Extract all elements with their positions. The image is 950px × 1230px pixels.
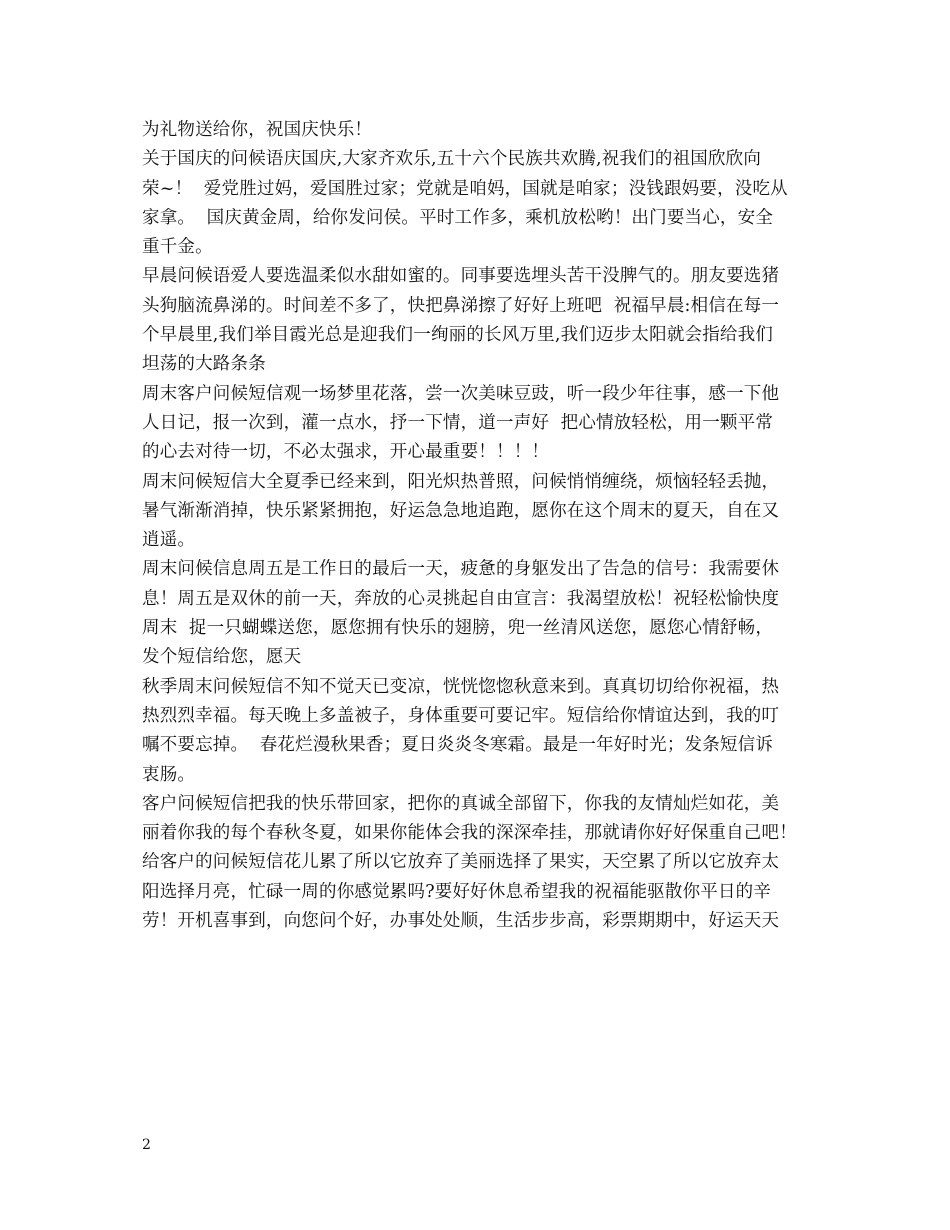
text-line: 衷肠。 — [142, 764, 196, 785]
text-line: 重千金。 — [142, 237, 213, 258]
text-line: 劳！开机喜事到，向您问个好，办事处处顺，生活步步高，彩票期期中，好运天天 — [142, 911, 780, 932]
text-line: 发个短信给您，愿天 — [142, 647, 302, 668]
text-line: 暑气渐渐消掉，快乐紧紧拥抱，好运急急地追跑，愿你在这个周末的夏天，自在又 — [142, 500, 780, 521]
text-line: 周末客户问候短信观一场梦里花落，尝一次美味豆豉，听一段少年往事，感一下他 — [142, 383, 780, 404]
text-line: 坦荡的大路条条 — [142, 354, 266, 375]
text-line: 周末 捉一只蝴蝶送您，愿您拥有快乐的翅膀，兜一丝清风送您，愿您心情舒畅， — [142, 618, 774, 639]
text-line: 家拿。 国庆黄金周，给你发问侯。平时工作多，乘机放松哟！出门要当心，安全 — [142, 207, 774, 228]
text-line: 个早晨里,我们举目霞光总是迎我们一绚丽的长风万里,我们迈步太阳就会指给我们 — [142, 325, 774, 346]
text-line: 给客户的问候短信花儿累了所以它放弃了美丽选择了果实，天空累了所以它放弃太 — [142, 852, 780, 873]
text-line: 热烈烈幸福。每天晚上多盖被子，身体重要可要记牢。短信给你情谊达到，我的叮 — [142, 705, 780, 726]
text-line: 秋季周末问候短信不知不觉天已变凉，恍恍惚惚秋意来到。真真切切给你祝福，热 — [142, 676, 780, 697]
text-line: 嘱不要忘掉。 春花烂漫秋果香；夏日炎炎冬寒霜。最是一年好时光；发条短信诉 — [142, 735, 774, 756]
text-line: 人日记，报一次到，灌一点水，抒一下情，道一声好 把心情放轻松，用一颗平常 — [142, 412, 774, 433]
text-line: 丽着你我的每个春秋冬夏，如果你能体会我的深深牵挂，那就请你好好保重自己吧！ — [142, 823, 797, 844]
text-line: 荣~！ 爱党胜过妈，爱国胜过家；党就是咱妈，国就是咱家；没钱跟妈要，没吃从 — [142, 178, 788, 199]
text-line: 客户问候短信把我的快乐带回家，把你的真诚全部留下，你我的友情灿烂如花，美 — [142, 793, 780, 814]
text-line: 为礼物送给你，祝国庆快乐！ — [142, 120, 373, 140]
text-line: 周末问候信息周五是工作日的最后一天，疲惫的身躯发出了告急的信号：我需要休 — [142, 559, 780, 580]
text-line: 周末问候短信大全夏季已经来到，阳光炽热普照，问候悄悄缠绕，烦恼轻轻丢抛， — [142, 471, 780, 492]
text-line: 早晨问候语爱人要选温柔似水甜如蜜的。同事要选埋头苦干没脾气的。朋友要选猪 — [142, 266, 780, 287]
document-body — [142, 116, 822, 936]
text-line: 关于国庆的问候语庆国庆,大家齐欢乐,五十六个民族共欢腾,祝我们的祖国欣欣向 — [142, 149, 762, 170]
text-line: 阳选择月亮，忙碌一周的你感觉累吗?要好好休息希望我的祝福能驱散你平日的辛 — [142, 881, 772, 902]
text-line: 逍遥。 — [142, 530, 196, 551]
page-number: 2 — [142, 1137, 151, 1153]
text-line: 的心去对待一切，不必太强求，开心最重要！！！！ — [142, 442, 550, 463]
text-line: 息！周五是双休的前一天，奔放的心灵挑起自由宣言：我渴望放松！祝轻松愉快度 — [142, 588, 780, 609]
text-line: 头狗脑流鼻涕的。时间差不多了，快把鼻涕擦了好好上班吧 祝福早晨:相信在每一 — [142, 295, 780, 316]
